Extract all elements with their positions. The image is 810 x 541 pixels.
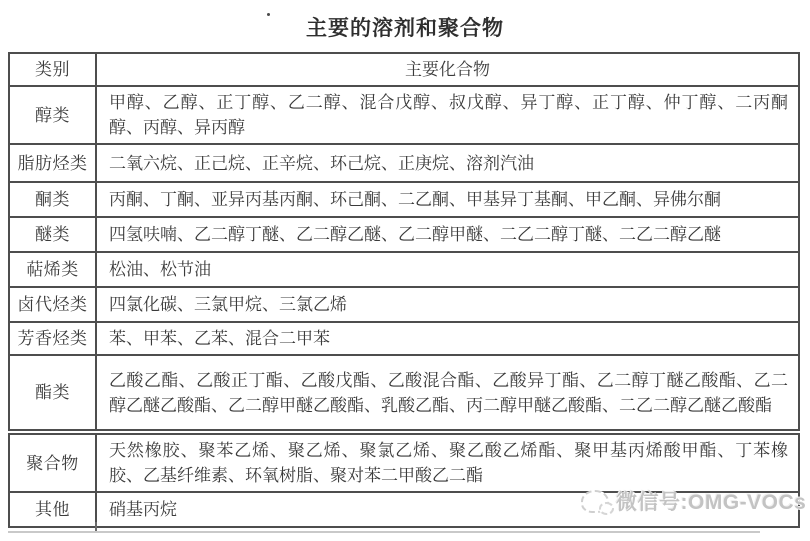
watermark	[581, 487, 806, 515]
page-title: 主要的溶剂和聚合物	[306, 16, 504, 40]
compounds-cell: 乙酸乙酯、乙酸正丁酯、乙酸戊酯、乙酸混合酯、乙酸异丁酯、乙二醇丁醚乙酸酯、乙二醇乙醚乙酸酯、乙二醇甲醚乙酸酯、乳酸乙酯、丙二醇甲醚乙酸酯、二乙二醇乙醚乙酸酯	[96, 355, 799, 430]
table-row	[9, 434, 799, 492]
category-cell: 萜烯类	[9, 252, 96, 287]
category-cell: 脂肪烃类	[9, 144, 96, 182]
stray-dot-mark	[267, 13, 270, 16]
category-cell: 酯类	[9, 355, 96, 430]
category-cell: 聚合物	[9, 434, 96, 492]
table-row	[9, 287, 799, 322]
wechat-outline-icon	[581, 490, 609, 513]
compounds-cell: 四氢呋喃、乙二醇丁醚、乙二醇乙醚、乙二醇甲醚、二乙二醇丁醚、二乙二醇乙醚	[96, 217, 799, 252]
category-cell: 醚类	[9, 217, 96, 252]
compounds-cell: 苯、甲苯、乙苯、混合二甲苯	[96, 322, 799, 355]
category-cell: 芳香烃类	[9, 322, 96, 355]
compounds-cell: 硝基丙烷	[96, 492, 799, 527]
category-cell: 醇类	[9, 86, 96, 144]
watermark-text: 微信号:OMG-VOCs	[616, 491, 807, 514]
cutoff-row-line	[8, 531, 760, 533]
compounds-cell: 松油、松节油	[96, 252, 799, 287]
table-row	[9, 86, 799, 144]
column-header-category: 类别	[9, 53, 96, 86]
compounds-cell: 甲醇、乙醇、正丁醇、乙二醇、混合戊醇、叔戊醇、异丁醇、正丁醇、仲丁醇、二丙酮醇、丙醇、异丙醇	[96, 86, 799, 144]
table-row	[9, 144, 799, 182]
category-cell: 其他	[9, 492, 96, 527]
solvents-table	[8, 52, 800, 431]
compounds-cell: 二氧六烷、正己烷、正辛烷、环己烷、正庚烷、溶剂汽油	[96, 144, 799, 182]
table-header-row	[9, 53, 799, 86]
compounds-cell: 丙酮、丁酮、亚异丙基丙酮、环己酮、二乙酮、甲基异丁基酮、甲乙酮、异佛尔酮	[96, 182, 799, 217]
table-row	[9, 217, 799, 252]
category-cell: 卤代烃类	[9, 287, 96, 322]
table-row	[9, 182, 799, 217]
compounds-cell: 天然橡胶、聚苯乙烯、聚乙烯、聚氯乙烯、聚乙酸乙烯酯、聚甲基丙烯酸甲酯、丁苯橡胶、乙基纤维素、环氧树脂、聚对苯二甲酸乙二酯	[96, 434, 799, 492]
category-cell: 酮类	[9, 182, 96, 217]
compounds-cell: 四氯化碳、三氯甲烷、三氯乙烯	[96, 287, 799, 322]
table-row	[9, 355, 799, 430]
column-header-compounds: 主要化合物	[96, 53, 799, 86]
table-row	[9, 322, 799, 355]
table-row	[9, 252, 799, 287]
